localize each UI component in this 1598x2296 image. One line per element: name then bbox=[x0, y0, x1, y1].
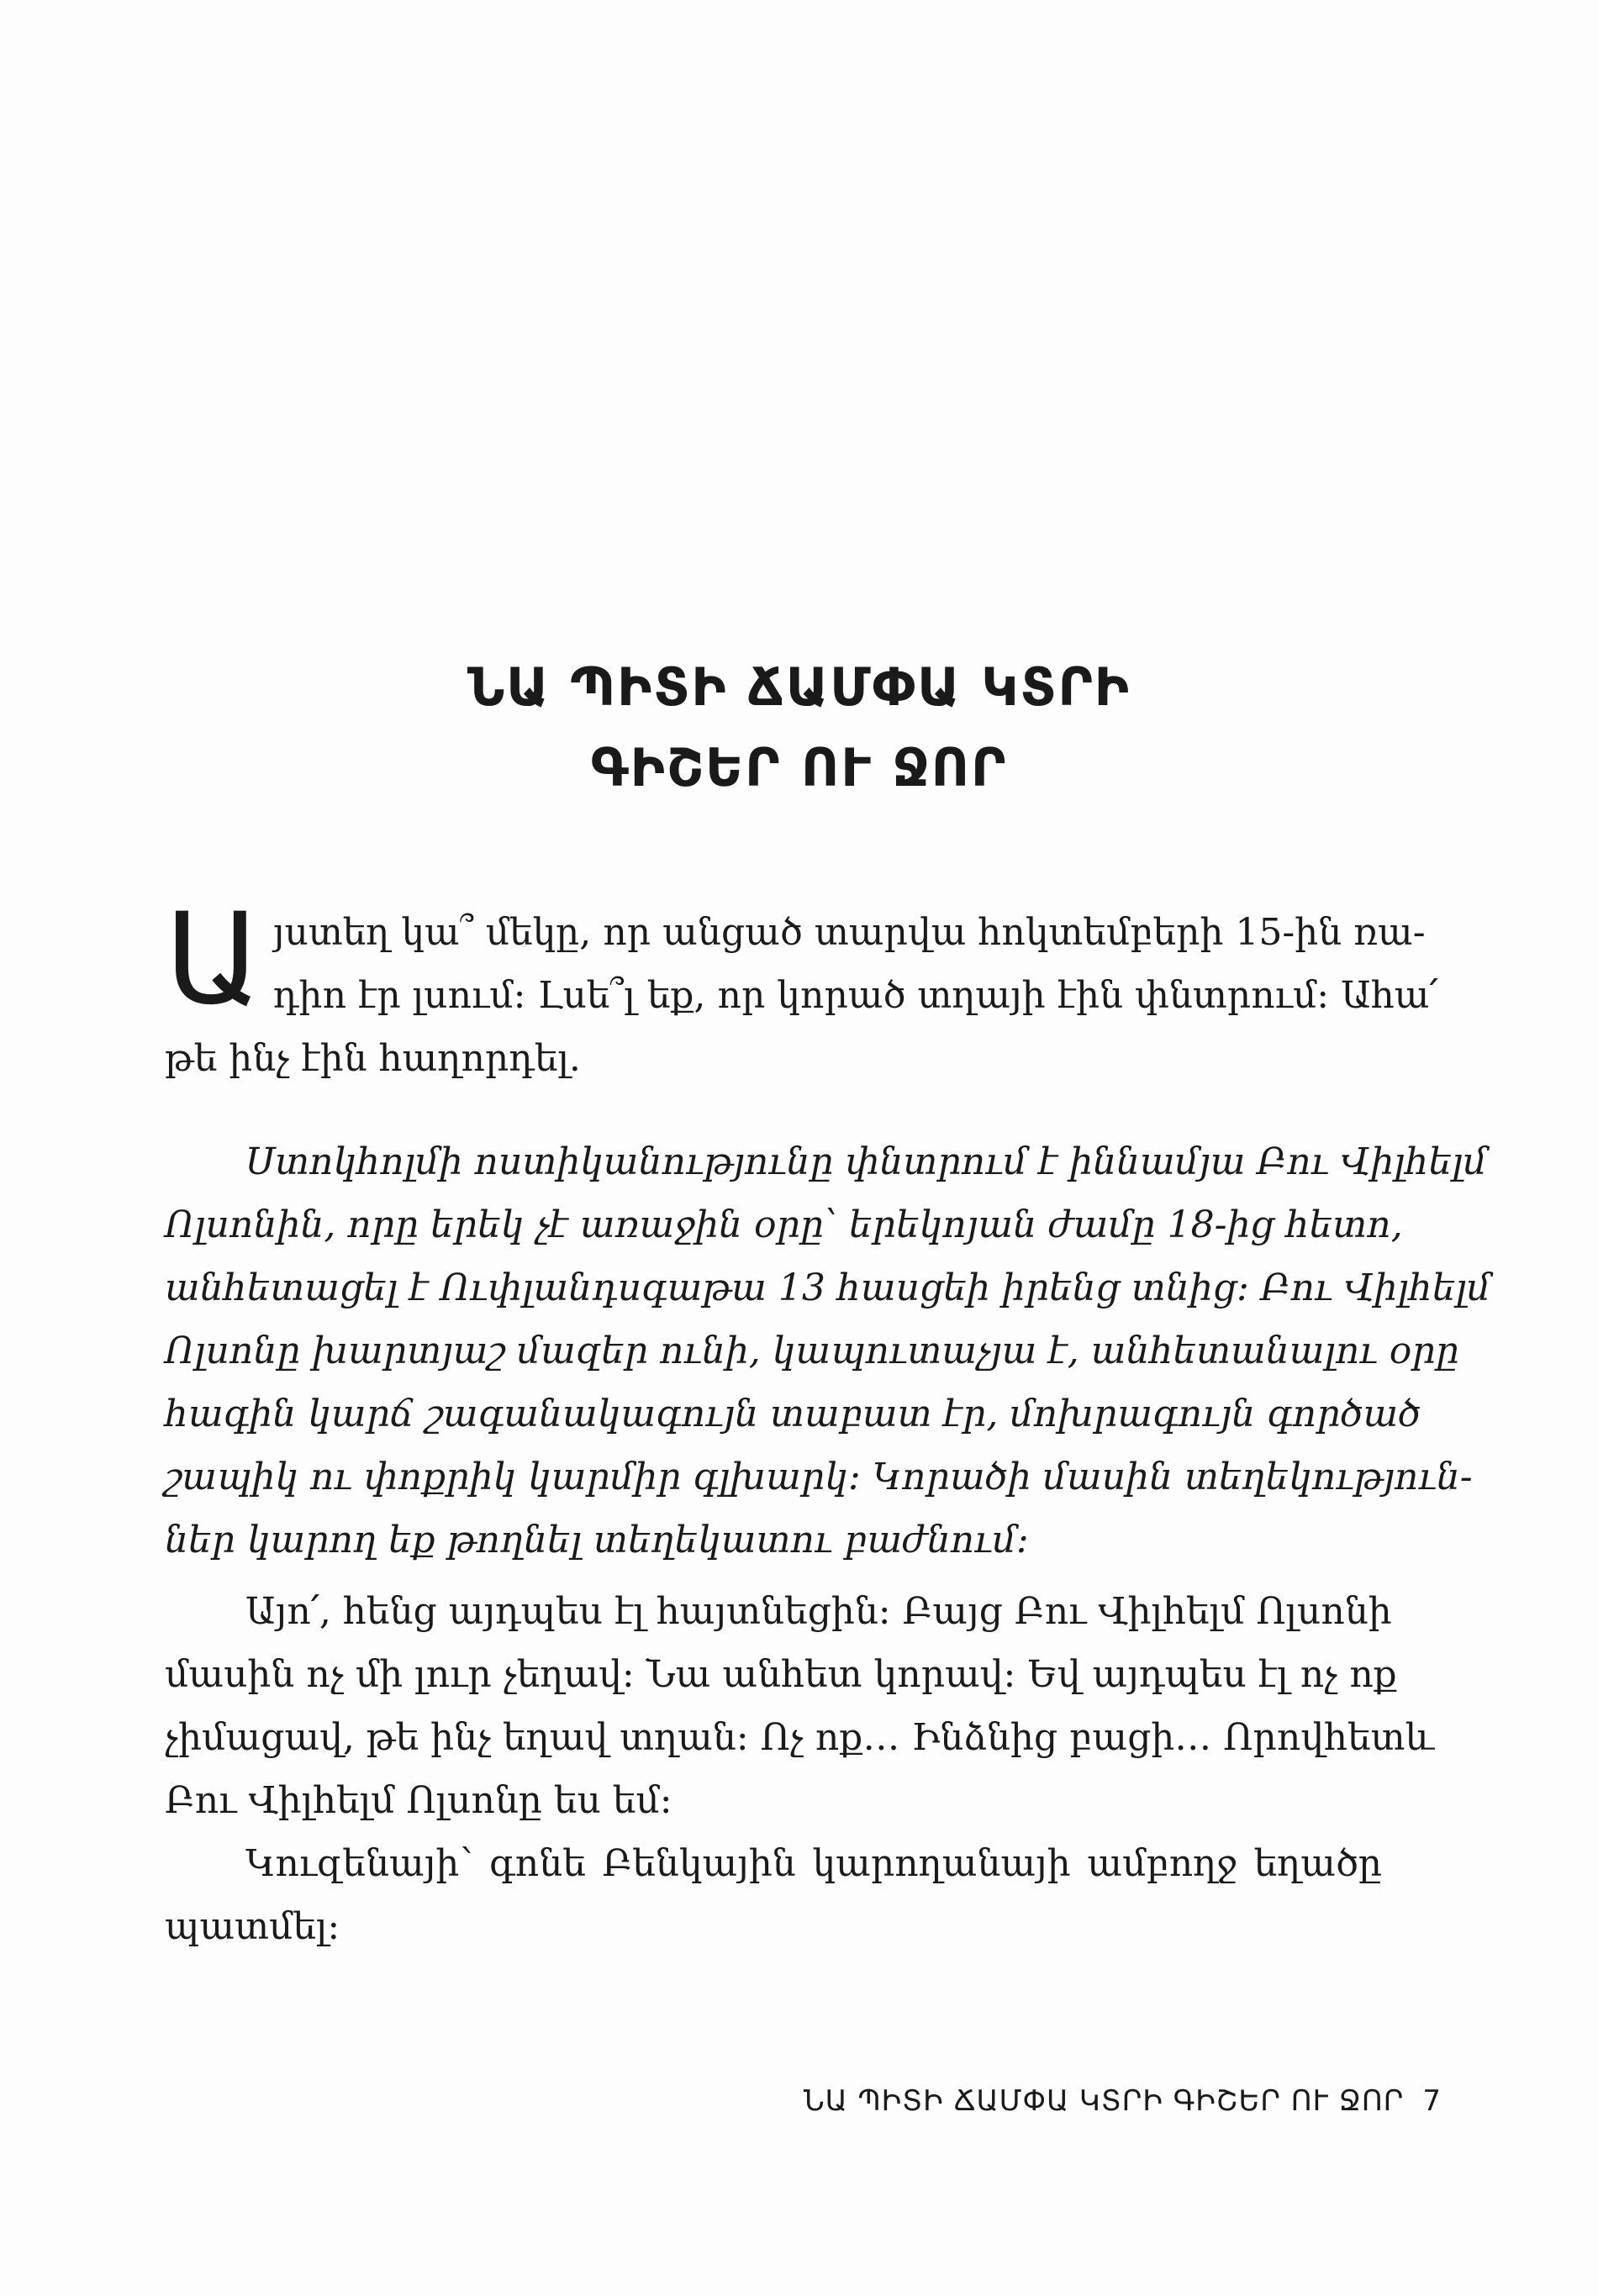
text-line: Ստոկհոլմի ոստիկանությունը փնտրում է իննամյա Բու Վիլհելմ bbox=[245, 1140, 1487, 1183]
text-line: մասին ոչ մի լուր չեղավ: Նա անհետ կորավ: Եվ այդպես էլ ոչ ոք bbox=[165, 1653, 1397, 1696]
text-line: Ոլսոնը խարտյաշ մազեր ունի, կապուտաչյա է, անհետանալու օրը bbox=[165, 1330, 1459, 1372]
text-line: անհետացել է Ուփլանդսգաթա 13 հասցեի իրենց տնից: Բու Վիլհելմ bbox=[165, 1266, 1491, 1309]
text-line: Այո՛, հենց այդպես էլ հայտնեցին: Բայց Բու Վիլհելմ Ոլսոնի bbox=[245, 1590, 1392, 1633]
text-line: Ոլսոնին, որը երեկ չէ առաջին օրը՝ երեկոյան ժամը 18-ից հետո, bbox=[165, 1203, 1403, 1246]
text-line: պատմել: bbox=[165, 1905, 340, 1948]
text-line: յստեղ կա՞ մեկը, որ անցած տարվա հոկտեմբերի 15-ին ռա- bbox=[272, 911, 1426, 954]
chapter-title-line-2: ԳԻՇԵՐ ՈՒ ՋՈՐ bbox=[590, 737, 1008, 798]
text-line: Կուզենայի՝ գոնե Բենկային կարողանայի ամբողջ եղածը bbox=[245, 1842, 1382, 1885]
paragraph-2-italic-notice bbox=[165, 1130, 1491, 1572]
running-title: ՆԱ ՊԻՏԻ ՃԱՄՓԱ ԿՏՐԻ ԳԻՇԵՐ ՈՒ ՋՈՐ bbox=[803, 2084, 1405, 2118]
text-line: դիո էր լսում: Լսե՞լ եք, որ կորած տղայի էին փնտրում: Ահա՛ bbox=[272, 974, 1438, 1017]
chapter-title-line-1: ՆԱ ՊԻՏԻ ՃԱՄՓԱ ԿՏՐԻ bbox=[467, 656, 1131, 718]
running-footer bbox=[804, 2084, 1442, 2118]
text-line: շապիկ ու փոքրիկ կարմիր գլխարկ: Կորածի մասին տեղեկություն- bbox=[165, 1456, 1473, 1498]
text-line: հագին կարճ շագանակագույն տաբատ էր, մոխրագույն գործած bbox=[165, 1393, 1421, 1435]
text-line: թե ինչ էին հաղորդել. bbox=[165, 1037, 581, 1080]
text-line: չիմացավ, թե ինչ եղավ տղան: Ոչ ոք… Ինձնից բացի… Որովհետև bbox=[165, 1716, 1435, 1759]
text-line: Բու Վիլհելմ Ոլսոնը ես եմ: bbox=[165, 1779, 672, 1822]
paragraph-1 bbox=[165, 887, 1438, 1090]
drop-cap: Ա bbox=[165, 887, 261, 1033]
paragraph-3 bbox=[165, 1580, 1435, 1958]
text-line: ներ կարող եք թողնել տեղեկատու բաժնում: bbox=[165, 1519, 1029, 1561]
page-number: 7 bbox=[1422, 2084, 1442, 2118]
